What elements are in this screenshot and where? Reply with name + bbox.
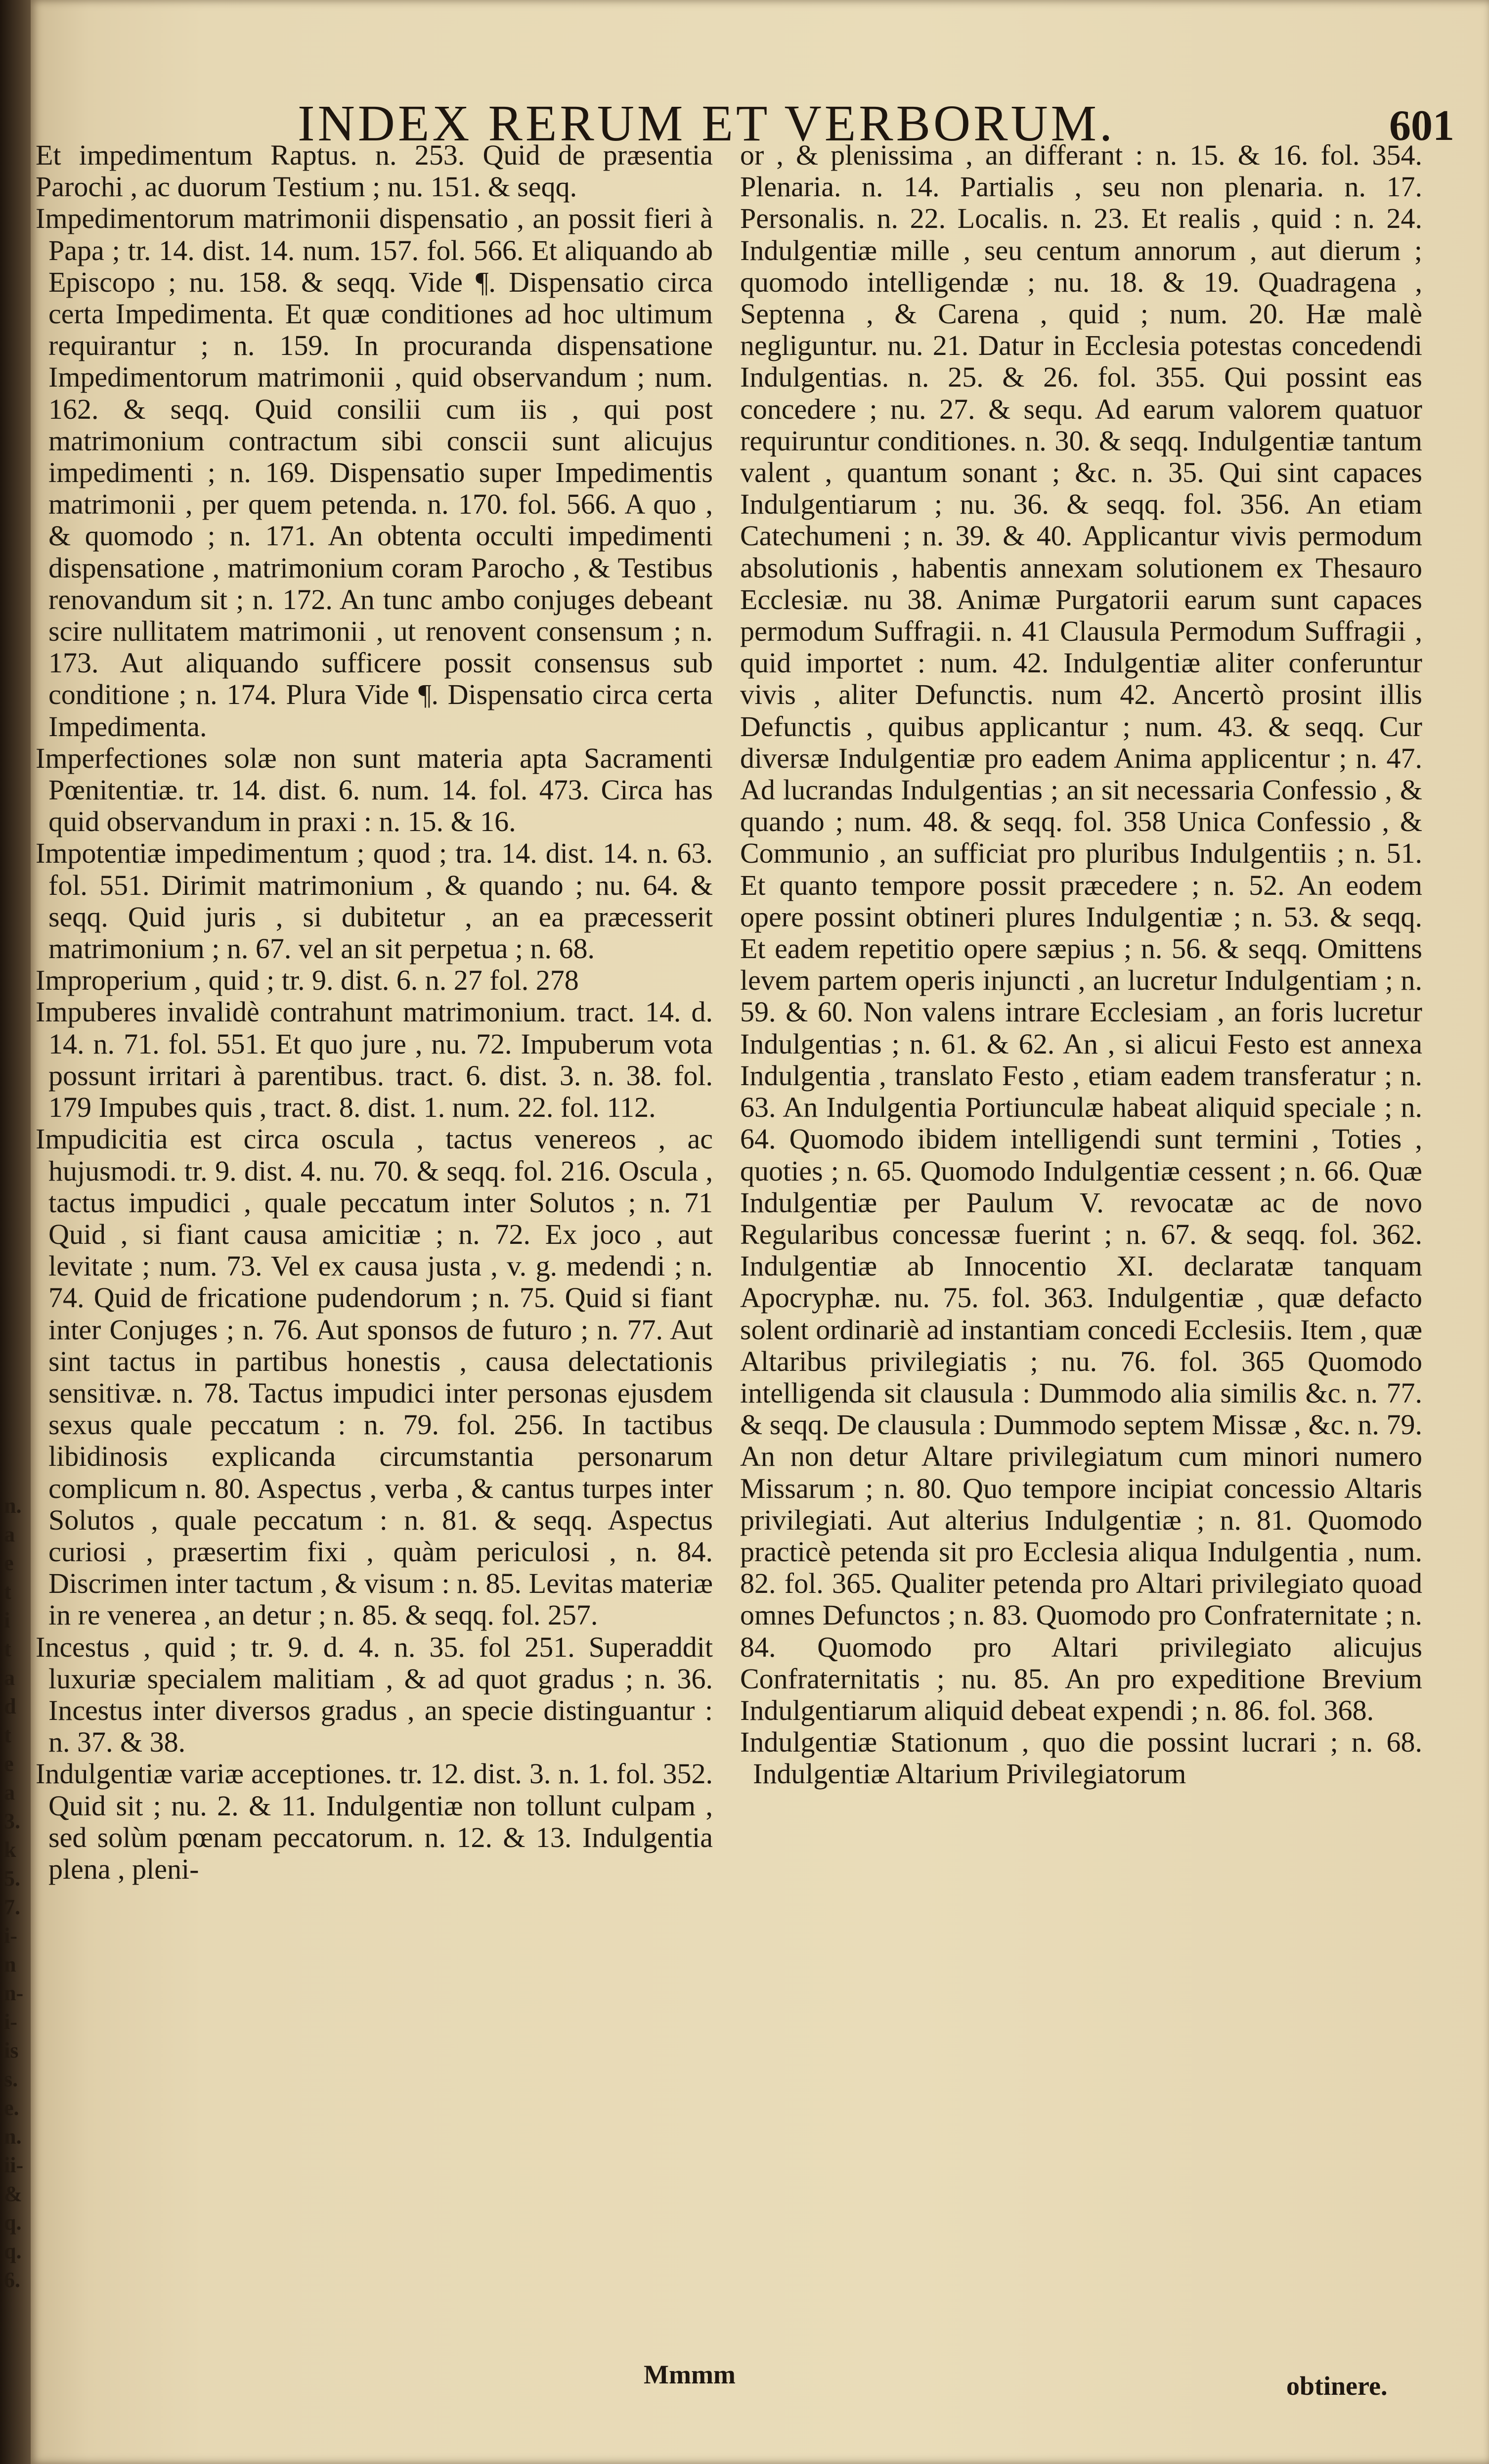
- previous-page-fragment: 5.: [4, 1866, 20, 1891]
- previous-page-fragment: k: [4, 1838, 16, 1862]
- previous-page-fragment: d: [4, 1694, 16, 1718]
- left-column: [36, 139, 713, 1885]
- signature-mark: Mmmm: [644, 2360, 736, 2389]
- previous-page-fragment: s.: [4, 2067, 18, 2091]
- previous-page-fragment: e: [4, 1752, 14, 1776]
- previous-page-fragment: 3.: [4, 1809, 20, 1833]
- previous-page-fragment: n-: [4, 1981, 24, 2005]
- index-entry-imperfectiones: Imperfectiones solæ non sunt materia apta Sacramenti Pœnitentiæ. tr. 14. dist. 6. num. 14. fol. 473. Circa has quid observandum in praxi : n. 15. & 16.: [36, 742, 713, 838]
- previous-page-edge: [0, 0, 30, 2464]
- previous-page-fragment: a: [4, 1522, 15, 1546]
- previous-page-fragment: t: [4, 1637, 11, 1661]
- index-entry-impedimentorum: Impedimentorum matrimonii dispensatio , an possit fieri à Papa ; tr. 14. dist. 14. num. 157. fol. 566. Et aliquando ab Episcopo ; nu. 158. & seqq. Vide ¶. Dispensatio circa certa Impedimenta. Et quæ conditiones ad hoc ultimum requirantur ; n. 159. In procuranda dispensatione Impedimentorum matrimonii , quid observandum ; num. 162. & seqq. Quid consilii cum iis , qui post matrimonium contractum sibi conscii sunt alicujus impedimenti ; n. 169. Dispensatio super Impedimentis matrimonii , per quem petenda. n. 170. fol. 566. A quo , & quomodo ; n. 171. An obtenta occulti impedimenti dispensatione , matrimonium coram Parocho , & Testibus renovandum sit ; n. 172. An tunc ambo conjuges debeant scire nullitatem matrimonii , ut renovent consensum ; n. 173. Aut aliquando sufficere possit consensus sub conditione ; n. 174. Plura Vide ¶. Dispensatio circa certa Impedimenta.: [36, 202, 713, 743]
- previous-page-fragment: e: [4, 1551, 14, 1575]
- index-entry-impudicitia: Impudicitia est circa oscula , tactus venereos , ac hujusmodi. tr. 9. dist. 4. nu. 70. & seqq. fol. 216. Oscula , tactus impudici , quale peccatum inter Solutos ; n. 71 Quid , si fiant causa amicitiæ ; n. 72. Ex joco , aut levitate ; num. 73. Vel ex causa justa , v. g. medendi ; n. 74. Quid de fricatione pudendorum ; n. 75. Quid si fiant inter Conjuges ; n. 76. Aut sponsos de futuro ; n. 77. Aut sint tactus in partibus honestis , causa delectationis sensitivæ. n. 78. Tactus impudici inter personas ejusdem sexus quale peccatum : n. 79. fol. 256. In tactibus libidinosis explicanda circumstantia personarum complicum n. 80. Aspectus , verba , & cantus turpes inter Solutos , quale peccatum : n. 81. & seqq. Aspectus curiosi , præsertim fixi , quàm periculosi , n. 84. Discrimen inter tactum , & visum : n. 85. Levitas materiæ in re venerea , an detur ; n. 85. & seqq. fol. 257.: [36, 1123, 713, 1631]
- previous-page-fragment: 7.: [4, 1895, 20, 1919]
- index-entry-impuberes: Impuberes invalidè contrahunt matrimonium. tract. 14. d. 14. n. 71. fol. 551. Et quo jure , nu. 72. Impuberum vota possunt irritari à parentibus. tract. 6. dist. 3. n. 38. fol. 179 Impubes quis , tract. 8. dist. 1. num. 22. fol. 112.: [36, 996, 713, 1124]
- previous-page-fragment: a: [4, 1780, 15, 1804]
- previous-page-fragment: 6.: [4, 2268, 20, 2292]
- previous-page-fragment: n: [4, 1952, 16, 1977]
- previous-page-fragment: n.: [4, 1494, 22, 1518]
- running-title: INDEX RERUM ET VERBORUM.: [298, 95, 1116, 152]
- previous-page-fragment: i-: [4, 1924, 17, 1948]
- book-page: [31, 0, 1489, 2464]
- index-entry-indulgentiae: Indulgentiæ variæ acceptiones. tr. 12. dist. 3. n. 1. fol. 352. Quid sit ; nu. 2. & 11. Indulgentiæ non tollunt culpam , sed solùm pœnam peccatorum. n. 12. & 13. Indulgentia plena , pleni-: [36, 1758, 713, 1885]
- previous-page-fragment: q.: [4, 2239, 22, 2263]
- previous-page-fragment: is: [4, 2038, 19, 2063]
- previous-page-fragment: q.: [4, 2210, 22, 2235]
- page-number: 601: [1389, 102, 1454, 150]
- catchword: obtinere.: [1286, 2371, 1388, 2401]
- previous-page-fragment: i-: [4, 2010, 17, 2034]
- previous-page-fragment: t: [4, 1580, 11, 1604]
- index-entry-continuation: or , & plenissima , an differant : n. 15. & 16. fol. 354. Plenaria. n. 14. Partialis , seu non plenaria. n. 17. Personalis. n. 22. Localis. n. 23. Et realis , quid : n. 24. Indulgentiæ mille , seu centum annorum , aut dierum ; quomodo intelligendæ ; nu. 18. & 19. Quadragena , Septenna , & Carena , quid ; num. 20. Hæ malè negliguntur. nu. 21. Datur in Ecclesia potestas concedendi Indulgentias. n. 25. & 26. fol. 355. Qui possint eas concedere ; nu. 27. & sequ. Ad earum valorem quatuor requiruntur conditiones. n. 30. & seqq. Indulgentiæ tantum valent , quantum sonant ; &c. n. 35. Qui sint capaces Indulgentiarum ; nu. 36. & seqq. fol. 356. An etiam Catechumeni ; n. 39. & 40. Applicantur vivis permodum absolutionis , habentis annexam solutionem ex Thesauro Ecclesiæ. nu 38. Animæ Purgatorii earum sunt capaces permodum Suffragii. n. 41 Clausula Permodum Suffragii , quid importet : num. 42. Indulgentiæ aliter conferuntur vivis , aliter Defunctis. num 42. Ancertò prosint illis Defunctis , quibus applicantur ; num. 43. & seqq. Cur diversæ Indulgentiæ pro eadem Anima applicentur ; n. 47. Ad lucrandas Indulgentias ; an sit necessaria Confessio , & quando ; num. 48. & seqq. fol. 358 Unica Confessio , & Communio , an sufficiat pro pluribus Indulgentiis ; n. 51. Et quanto tempore possit præcedere ; n. 52. An eodem opere possint obtineri plures Indulgentiæ ; n. 53. & seqq. Et eadem repetitio opere sæpius ; n. 56. & seqq. Omittens levem partem operis injuncti , an lucretur Indulgentiam ; n. 59. & 60. Non valens intrare Ecclesiam , an foris lucretur Indulgentias ; n. 61. & 62. An , si alicui Festo est annexa Indulgentia , translato Festo , etiam eadem transferatur ; n. 63. An Indulgentia Portiunculæ habeat aliquid speciale ; n. 64. Quomodo ibidem intelligendi sunt termini , Toties , quoties ; n. 65. Quomodo Indulgentiæ cessent ; n. 66. Quæ Indulgentiæ per Paulum V. revocatæ ac de novo Regularibus concessæ fuerint ; n. 67. & seqq. fol. 362. Indulgentiæ ab Innocentio XI. declaratæ tanquam Apocryphæ. nu. 75. fol. 363. Indulgentiæ , quæ defacto solent ordinariè ad instantiam concedi Ecclesiis. Item , quæ Altaribus privilegiatis ; nu. 76. fol. 365 Quomodo intelligenda sit clausula : Dummodo alia similis &c. n. 77. & seqq. De clausula : Dummodo septem Missæ , &c. n. 79. An non detur Altare privilegiatum cum minori numero Missarum ; n. 80. Quo tempore incipiat concessio Altaris privilegiati. Aut alterius Indulgentiæ ; n. 81. Quomodo practicè petenda sit pro Ecclesia aliqua Indulgentia , num. 82. fol. 365. Qualiter petenda pro Altari privilegiato quoad omnes Defunctos ; n. 83. Quomodo pro Confraternitate ; n. 84. Quomodo pro Altari privilegiato alicujus Confraternitatis ; nu. 85. An pro expeditione Brevium Indulgentiarum aliquid debeat expendi ; n. 86. fol. 368.: [740, 139, 1422, 1726]
- previous-page-fragment: i: [4, 1608, 10, 1632]
- index-entry-continuation: Et impedimentum Raptus. n. 253. Quid de præsentia Parochi , ac duorum Testium ; nu. 151. & seqq.: [36, 139, 713, 203]
- index-entry-incestus: Incestus , quid ; tr. 9. d. 4. n. 35. fol 251. Superaddit luxuriæ specialem malitiam , & ad quot gradus ; n. 36. Incestus inter diversos gradus , an specie distinguantur : n. 37. & 38.: [36, 1630, 713, 1759]
- previous-page-fragment: e.: [4, 2096, 19, 2120]
- index-entry-indulgentiae-stationum: Indulgentiæ Stationum , quo die possint lucrari ; n. 68. Indulgentiæ Altarium Privilegiatorum: [740, 1726, 1422, 1790]
- previous-page-fragment: ii-: [4, 2153, 24, 2177]
- right-column: [740, 139, 1422, 1790]
- previous-page-fragment: n.: [4, 2124, 22, 2149]
- previous-page-fragment: t: [4, 1723, 11, 1747]
- index-entry-improperium: Improperium , quid ; tr. 9. dist. 6. n. 27 fol. 278: [36, 964, 579, 997]
- previous-page-fragment: &: [4, 2182, 22, 2206]
- index-entry-impotentiae: Impotentiæ impedimentum ; quod ; tra. 14. dist. 14. n. 63. fol. 551. Dirimit matrimonium , & quando ; nu. 64. & seqq. Quid juris , si dubitetur , an ea præcesserit matrimonium ; n. 67. vel an sit perpetua ; n. 68.: [36, 837, 713, 965]
- previous-page-fragment: a: [4, 1666, 15, 1690]
